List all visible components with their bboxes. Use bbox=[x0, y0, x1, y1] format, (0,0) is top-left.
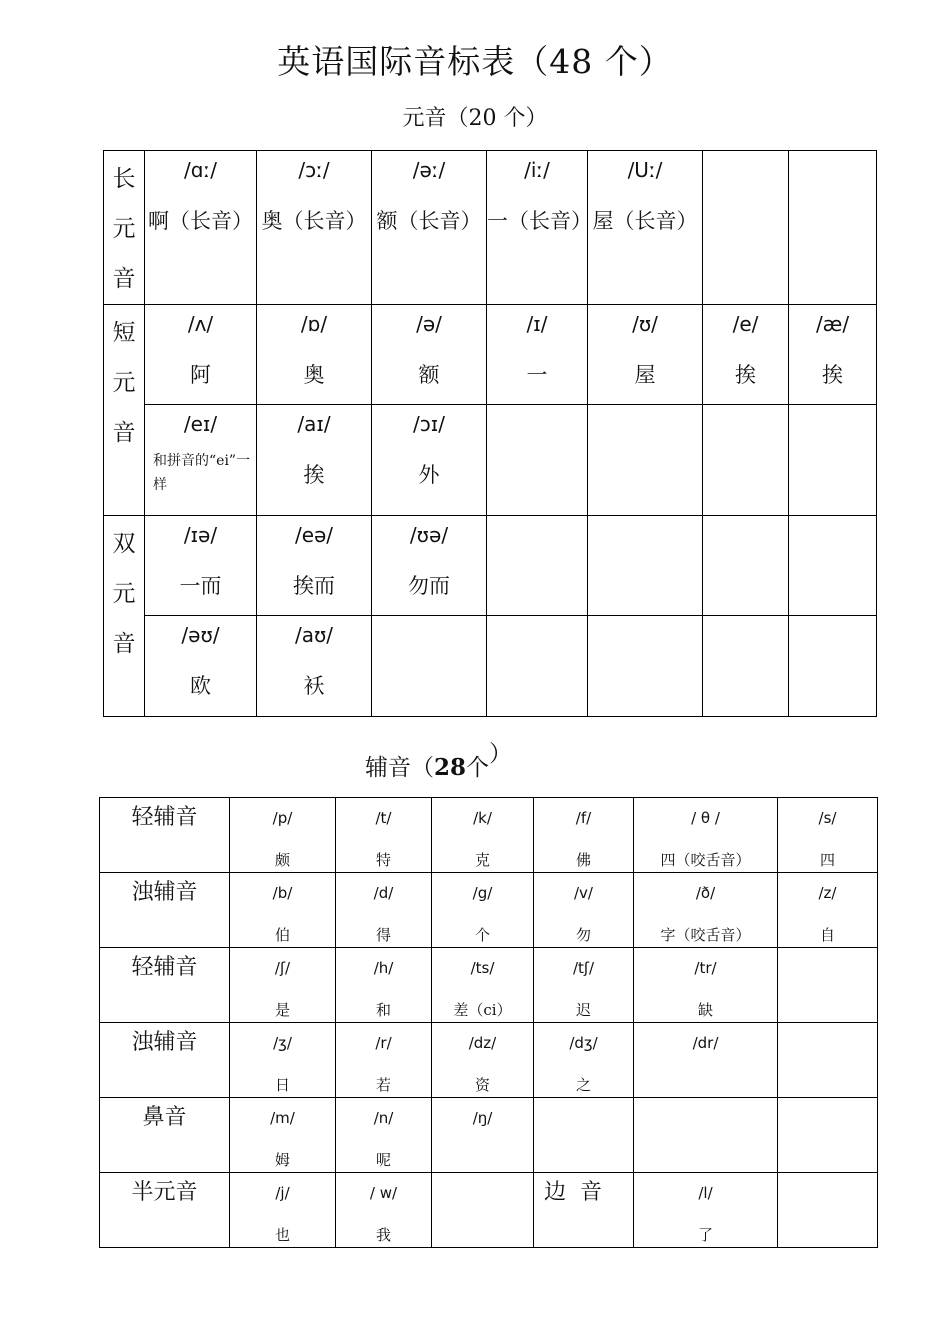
vowel-cell bbox=[257, 516, 372, 616]
ipa-symbol: /h/ bbox=[373, 959, 394, 977]
empty-cell bbox=[588, 516, 703, 616]
ipa-symbol: /eɪ/ bbox=[183, 412, 218, 436]
empty-cell bbox=[778, 1173, 878, 1248]
ipa-symbol: /əː/ bbox=[412, 158, 446, 182]
vowel-cell bbox=[257, 616, 372, 717]
consonant-row bbox=[100, 798, 878, 873]
pronunciation-hint: 勿 bbox=[575, 926, 591, 944]
lateral-category: 边音 bbox=[534, 1173, 634, 1248]
ipa-symbol: /eə/ bbox=[294, 523, 334, 547]
pronunciation-hint: 阿 bbox=[190, 363, 211, 387]
vowel-cell bbox=[145, 151, 257, 305]
ipa-symbol: /ə/ bbox=[416, 312, 442, 336]
vowel-cell bbox=[588, 151, 703, 305]
consonant-cell bbox=[230, 1098, 336, 1173]
ipa-symbol bbox=[534, 1098, 633, 1108]
pronunciation-hint: 迟 bbox=[575, 1001, 591, 1019]
ipa-symbol: /ɒ/ bbox=[300, 312, 328, 336]
pronunciation-hint: 袄 bbox=[303, 674, 325, 698]
category-short-vowel: 短 元 音 bbox=[104, 305, 145, 516]
ipa-symbol: /ʊə/ bbox=[409, 523, 449, 547]
ipa-symbol: /n/ bbox=[373, 1109, 394, 1127]
empty-cell bbox=[703, 151, 789, 305]
ipa-symbol bbox=[778, 1098, 877, 1108]
empty-cell bbox=[703, 616, 789, 717]
pronunciation-hint: 外 bbox=[418, 463, 440, 487]
ipa-symbol: /aʊ/ bbox=[294, 623, 334, 647]
ipa-symbol: /l/ bbox=[698, 1184, 713, 1202]
vowel-cell bbox=[145, 405, 257, 516]
consonant-cell bbox=[336, 1023, 432, 1098]
consonant-cell bbox=[778, 948, 878, 1023]
consonant-cell bbox=[534, 873, 634, 948]
long-vowel-row bbox=[104, 151, 877, 305]
consonant-cell bbox=[230, 873, 336, 948]
category-diphthong: 双 元 音 bbox=[104, 516, 145, 717]
ipa-symbol: /j/ bbox=[275, 1184, 290, 1202]
pronunciation-hint: 伯 bbox=[274, 926, 290, 944]
empty-cell bbox=[588, 616, 703, 717]
vowel-cell bbox=[703, 305, 789, 405]
category-long-vowel: 长 元 音 bbox=[104, 151, 145, 305]
pronunciation-hint: 一（长音） bbox=[487, 209, 592, 233]
consonant-cell bbox=[336, 948, 432, 1023]
ipa-symbol: /ʒ/ bbox=[273, 1034, 292, 1052]
vowel-table bbox=[103, 150, 877, 717]
ipa-symbol: /ɪə/ bbox=[183, 523, 218, 547]
pronunciation-hint: 个 bbox=[474, 926, 490, 944]
pronunciation-hint: 若 bbox=[375, 1076, 391, 1094]
pronunciation-hint: 奥（长音） bbox=[261, 209, 367, 233]
consonant-cell bbox=[634, 948, 778, 1023]
pronunciation-hint: 挨 bbox=[735, 363, 756, 387]
consonant-cell bbox=[432, 873, 534, 948]
pronunciation-hint: 颇 bbox=[274, 851, 290, 869]
pronunciation-hint: 屋（长音） bbox=[592, 209, 698, 233]
pronunciation-hint: 缺 bbox=[697, 1001, 713, 1019]
consonant-cell bbox=[432, 1173, 534, 1248]
pronunciation-hint: 挨 bbox=[303, 463, 325, 487]
ipa-symbol: /m/ bbox=[270, 1109, 295, 1127]
pronunciation-hint: 差（ci） bbox=[453, 1001, 512, 1019]
pronunciation-hint: 屋 bbox=[634, 363, 656, 387]
consonant-cell bbox=[432, 1023, 534, 1098]
ipa-symbol: /z/ bbox=[818, 884, 837, 902]
ipa-symbol: /ts/ bbox=[470, 959, 495, 977]
consonant-category: 轻辅音 bbox=[100, 798, 230, 873]
ipa-symbol: /p/ bbox=[272, 809, 293, 827]
consonant-category: 浊辅音 bbox=[100, 1023, 230, 1098]
empty-cell bbox=[703, 516, 789, 616]
pronunciation-hint: 字（咬舌音） bbox=[660, 926, 751, 944]
pronunciation-hint: 是 bbox=[274, 1001, 290, 1019]
pronunciation-hint: 自 bbox=[819, 926, 835, 944]
ipa-symbol: /dz/ bbox=[468, 1034, 497, 1052]
ipa-symbol: / w/ bbox=[369, 1184, 398, 1202]
ipa-symbol: /dr/ bbox=[692, 1034, 719, 1052]
consonant-cell bbox=[778, 1023, 878, 1098]
vowel-cell bbox=[145, 305, 257, 405]
consonant-cell bbox=[778, 798, 878, 873]
pronunciation-hint: 呢 bbox=[375, 1151, 391, 1169]
pronunciation-hint: 姆 bbox=[274, 1151, 290, 1169]
empty-cell bbox=[789, 151, 877, 305]
pronunciation-hint: 佛 bbox=[575, 851, 591, 869]
pronunciation-hint: 挨而 bbox=[293, 574, 335, 598]
ipa-symbol: /k/ bbox=[473, 809, 492, 827]
vowel-cell bbox=[145, 616, 257, 717]
vowel-cell bbox=[145, 516, 257, 616]
consonant-cell bbox=[432, 798, 534, 873]
consonant-cell bbox=[534, 1023, 634, 1098]
pronunciation-hint: 日 bbox=[274, 1076, 290, 1094]
empty-cell bbox=[487, 516, 588, 616]
ipa-symbol: /r/ bbox=[375, 1034, 392, 1052]
consonant-cell bbox=[230, 948, 336, 1023]
consonant-cell bbox=[634, 1098, 778, 1173]
consonant-cell bbox=[634, 1173, 778, 1248]
ipa-symbol: /ɔɪ/ bbox=[413, 412, 445, 436]
pronunciation-hint: 额 bbox=[418, 363, 440, 387]
empty-cell bbox=[372, 616, 487, 717]
consonant-cell bbox=[634, 1023, 778, 1098]
empty-cell bbox=[487, 616, 588, 717]
pronunciation-hint: 了 bbox=[697, 1226, 713, 1244]
vowel-cell bbox=[257, 151, 372, 305]
consonant-cell bbox=[634, 873, 778, 948]
pronunciation-hint: 我 bbox=[375, 1226, 391, 1244]
vowel-cell bbox=[372, 305, 487, 405]
ipa-symbol: /əʊ/ bbox=[181, 623, 220, 647]
empty-cell bbox=[789, 405, 877, 516]
consonant-cell bbox=[230, 1173, 336, 1248]
ipa-symbol: /ɪ/ bbox=[526, 312, 548, 336]
ipa-symbol: /dʒ/ bbox=[569, 1034, 598, 1052]
consonant-cell bbox=[534, 948, 634, 1023]
consonant-cell bbox=[534, 1098, 634, 1173]
ipa-symbol bbox=[778, 948, 877, 958]
vowel-cell bbox=[588, 305, 703, 405]
ipa-symbol: /v/ bbox=[574, 884, 593, 902]
ipa-symbol: /s/ bbox=[818, 809, 837, 827]
pronunciation-hint: 克 bbox=[474, 851, 490, 869]
pronunciation-hint: 和拼音的“ei”一样 bbox=[153, 453, 251, 493]
consonant-cell bbox=[432, 948, 534, 1023]
ipa-symbol: /b/ bbox=[272, 884, 293, 902]
pronunciation-hint: 之 bbox=[575, 1076, 591, 1094]
pronunciation-hint: 得 bbox=[375, 926, 391, 944]
pronunciation-hint: 四 bbox=[819, 851, 835, 869]
pronunciation-hint: 一而 bbox=[179, 574, 222, 598]
short-vowel-row-2 bbox=[104, 405, 877, 516]
ipa-symbol: /d/ bbox=[373, 884, 394, 902]
vowel-cell bbox=[372, 405, 487, 516]
diphthong-row bbox=[104, 516, 877, 616]
consonant-row bbox=[100, 873, 878, 948]
ipa-symbol: /iː/ bbox=[524, 158, 550, 182]
vowel-cell bbox=[487, 151, 592, 305]
consonant-row bbox=[100, 1098, 878, 1173]
pronunciation-hint: 四（咬舌音） bbox=[660, 851, 751, 869]
consonant-cell bbox=[634, 798, 778, 873]
vowel-cell bbox=[487, 305, 588, 405]
page-title: 英语国际音标表（48 个） bbox=[277, 42, 673, 81]
ipa-symbol: /tr/ bbox=[694, 959, 717, 977]
pronunciation-hint: 啊（长音） bbox=[148, 209, 253, 233]
consonant-table bbox=[99, 797, 878, 1248]
pronunciation-hint: 欧 bbox=[190, 674, 211, 698]
vowel-section-title: 元音（20 个） bbox=[402, 106, 548, 131]
ipa-symbol: /aɪ/ bbox=[297, 412, 331, 436]
consonant-row bbox=[100, 948, 878, 1023]
ipa-symbol: /ʊ/ bbox=[632, 312, 658, 336]
vowel-cell bbox=[789, 305, 877, 405]
ipa-symbol: /g/ bbox=[472, 884, 493, 902]
empty-cell bbox=[588, 405, 703, 516]
ipa-symbol: / θ / bbox=[691, 809, 720, 827]
consonant-cell bbox=[230, 798, 336, 873]
pronunciation-hint: 特 bbox=[375, 851, 391, 869]
consonant-category: 轻辅音 bbox=[100, 948, 230, 1023]
ipa-symbol: /Uː/ bbox=[627, 158, 663, 182]
ipa-symbol: /ŋ/ bbox=[472, 1109, 493, 1127]
pronunciation-hint: 和 bbox=[375, 1001, 391, 1019]
consonant-cell bbox=[778, 1098, 878, 1173]
diphthong-row-2 bbox=[104, 616, 877, 717]
consonant-row bbox=[100, 1173, 878, 1248]
empty-cell bbox=[487, 405, 588, 516]
ipa-symbol: /æ/ bbox=[815, 312, 850, 336]
empty-cell bbox=[703, 405, 789, 516]
empty-cell bbox=[789, 616, 877, 717]
vowel-cell bbox=[372, 151, 487, 305]
short-vowel-row bbox=[104, 305, 877, 405]
consonant-cell bbox=[778, 873, 878, 948]
ipa-symbol: /ɑː/ bbox=[184, 158, 217, 182]
empty-cell bbox=[789, 516, 877, 616]
ipa-symbol: /t/ bbox=[375, 809, 392, 827]
consonant-cell bbox=[534, 798, 634, 873]
ipa-symbol: /ð/ bbox=[695, 884, 716, 902]
pronunciation-hint: 挨 bbox=[822, 363, 843, 387]
vowel-cell bbox=[257, 305, 372, 405]
pronunciation-hint: 勿而 bbox=[408, 574, 450, 598]
consonant-category: 鼻音 bbox=[100, 1098, 230, 1173]
ipa-symbol bbox=[778, 1023, 877, 1033]
ipa-symbol: /ʌ/ bbox=[187, 312, 214, 336]
pronunciation-hint: 也 bbox=[274, 1226, 290, 1244]
consonant-cell bbox=[432, 1098, 534, 1173]
pronunciation-hint: 额（长音） bbox=[376, 209, 482, 233]
ipa-symbol bbox=[634, 1098, 777, 1108]
consonant-category: 半元音 bbox=[100, 1173, 230, 1248]
consonant-row bbox=[100, 1023, 878, 1098]
consonant-cell bbox=[336, 1098, 432, 1173]
pronunciation-hint: 资 bbox=[474, 1076, 490, 1094]
ipa-symbol: /e/ bbox=[732, 312, 759, 336]
vowel-cell bbox=[372, 516, 487, 616]
consonant-cell bbox=[336, 873, 432, 948]
ipa-symbol: /ʃ/ bbox=[274, 959, 291, 977]
consonant-cell bbox=[336, 798, 432, 873]
consonant-category: 浊辅音 bbox=[100, 873, 230, 948]
vowel-cell bbox=[257, 405, 372, 516]
ipa-symbol bbox=[432, 1173, 533, 1183]
consonant-cell bbox=[336, 1173, 432, 1248]
pronunciation-hint: 一 bbox=[526, 363, 548, 387]
consonant-section-title: 辅音（28个） bbox=[365, 741, 513, 781]
ipa-symbol: /f/ bbox=[575, 809, 592, 827]
consonant-cell bbox=[230, 1023, 336, 1098]
pronunciation-hint: 奥 bbox=[303, 363, 325, 387]
ipa-symbol: /tʃ/ bbox=[572, 959, 595, 977]
ipa-symbol: /ɔː/ bbox=[298, 158, 330, 182]
